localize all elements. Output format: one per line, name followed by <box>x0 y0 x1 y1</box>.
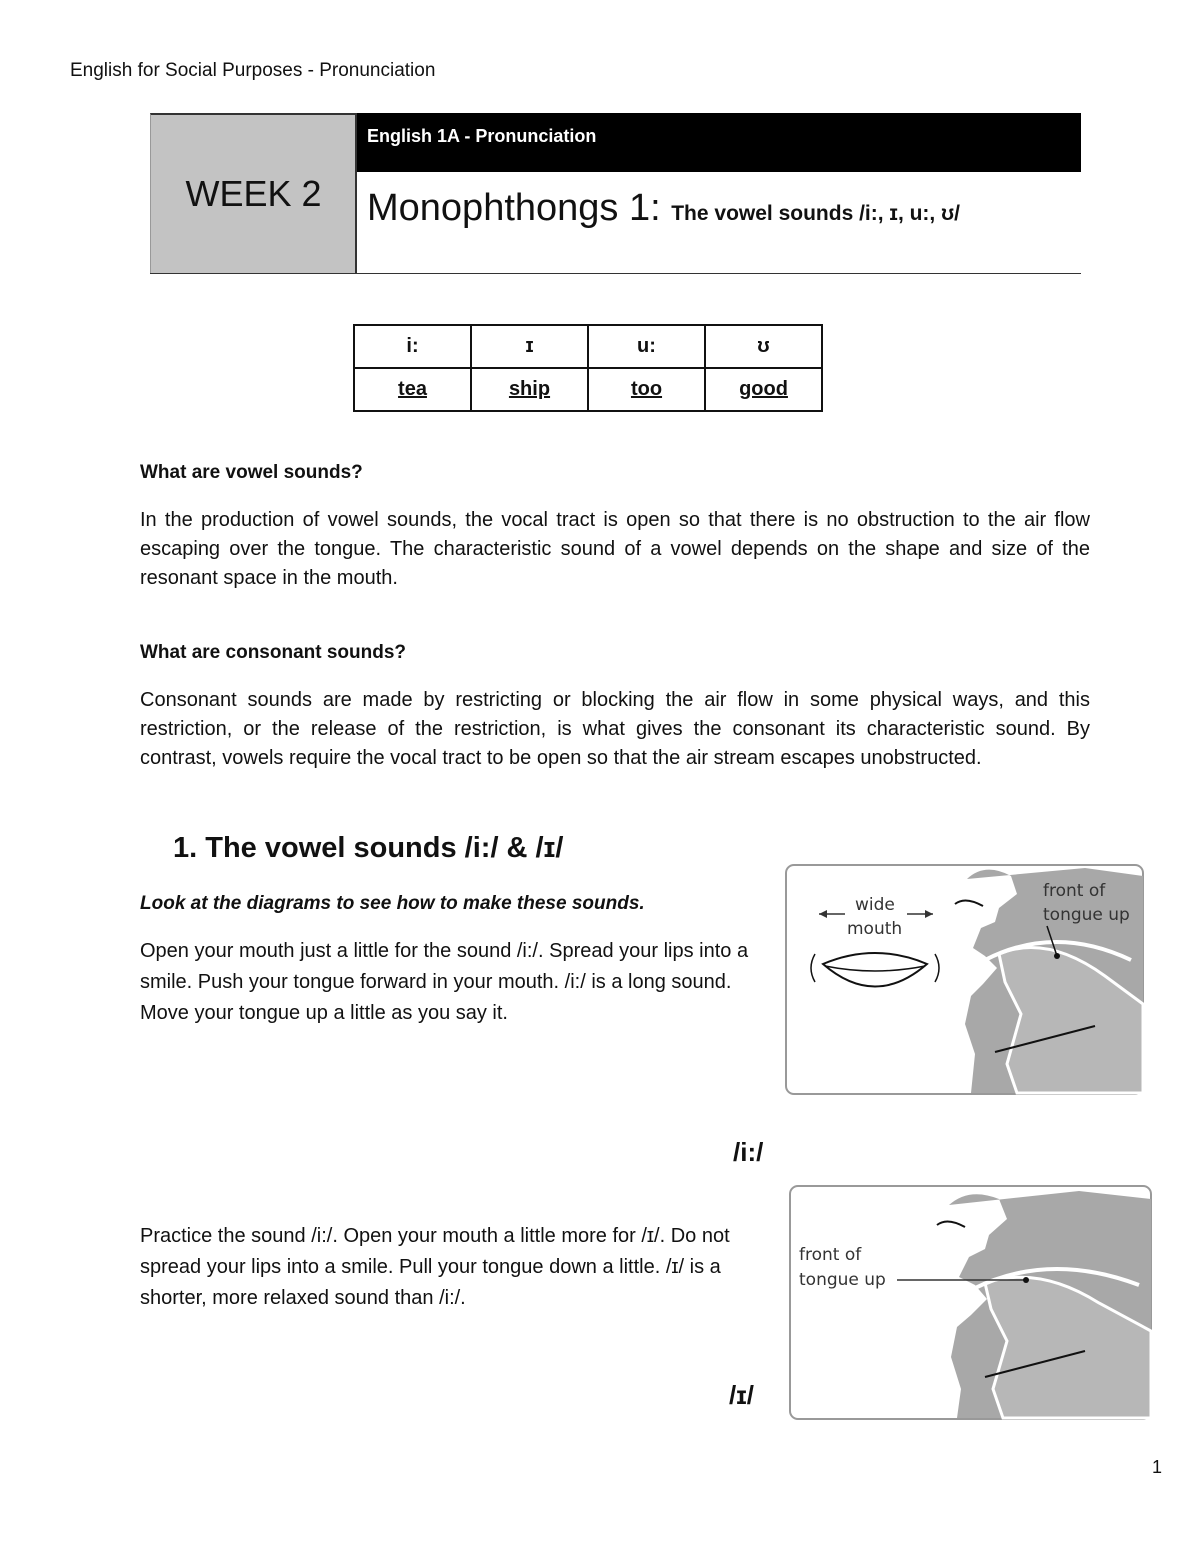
symbol-cell: ʊ <box>705 325 822 368</box>
page-number: 1 <box>1152 1457 1163 1477</box>
instruction: Look at the diagrams to see how to make these sounds. <box>140 893 645 914</box>
tongue-pointer-dot <box>1054 953 1060 959</box>
paragraph-i-short: Practice the sound /i:/. Open your mouth a little more for /ɪ/. Do not spread your lips into a smile. Pull your tongue down a little. /ɪ/ is a shorter, more relaxed sound than /i:/. <box>140 1225 730 1309</box>
symbol-cell: i: <box>354 325 471 368</box>
tongue-label-line2: tongue up <box>1043 905 1130 925</box>
course-title: English 1A - Pronunciation <box>357 113 1081 172</box>
tongue-label-line1: front of <box>799 1245 862 1265</box>
consonant-answer: Consonant sounds are made by restricting or blocking the air flow in some physical ways, and this restriction, or the release of the restriction, is what gives the consonant its characteristic sound. By contrast, vowels require the vocal tract to be open so that the air stream escapes unobstructed. <box>140 689 1090 769</box>
consonant-question-heading: What are consonant sounds? <box>140 642 407 663</box>
tongue-label-line1: front of <box>1043 881 1106 901</box>
word-cell: good <box>705 368 822 411</box>
word-cell: too <box>588 368 705 411</box>
mouth-label-line2: mouth <box>847 919 903 939</box>
diagram-i-short <box>789 1185 1153 1421</box>
tongue-pointer-dot <box>1023 1277 1029 1283</box>
label-i-long: /i:/ <box>733 1137 764 1167</box>
section-title: 1. The vowel sounds /i:/ & /ɪ/ <box>173 832 564 864</box>
tongue-label-line2: tongue up <box>799 1270 886 1290</box>
sound-table <box>353 324 823 412</box>
symbol-cell: ɪ <box>471 325 588 368</box>
vowel-answer: In the production of vowel sounds, the vocal tract is open so that there is no obstruction to the air flow escaping over the tongue. The characteristic sound of a vowel depends on the shape and size of the resonant space in the mouth. <box>140 509 1090 589</box>
title-sub: The vowel sounds /i:, ɪ, u:, ʊ/ <box>671 202 960 225</box>
vowel-question-heading: What are vowel sounds? <box>140 462 363 483</box>
symbol-row <box>354 325 822 368</box>
word-row <box>354 368 822 411</box>
symbol-cell: u: <box>588 325 705 368</box>
word-cell: tea <box>354 368 471 411</box>
label-i-short: /ɪ/ <box>729 1380 754 1410</box>
mouth-label-line1: wide <box>855 895 895 915</box>
diagram-i-long <box>785 864 1145 1096</box>
week-banner <box>150 113 1081 274</box>
week-label: WEEK 2 <box>150 113 356 273</box>
running-header: English for Social Purposes - Pronunciation <box>70 60 436 81</box>
title-main: Monophthongs 1: <box>367 187 661 229</box>
word-cell: ship <box>471 368 588 411</box>
paragraph-i-long: Open your mouth just a little for the sound /i:/. Spread your lips into a smile. Push your tongue forward in your mouth. /i:/ is a long sound. Move your tongue up a little as you say it. <box>140 940 749 1024</box>
page-title <box>367 187 960 230</box>
